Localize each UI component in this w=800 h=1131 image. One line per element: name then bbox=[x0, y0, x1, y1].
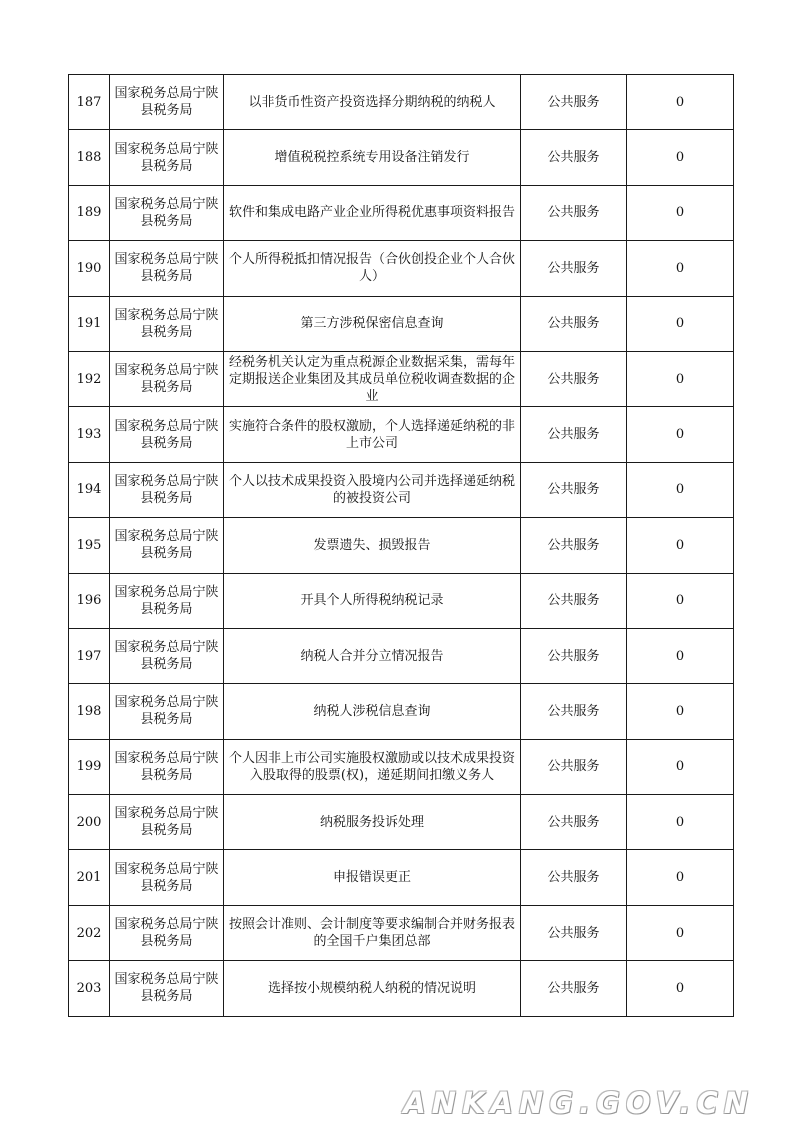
count-cell: 0 bbox=[627, 241, 734, 296]
row-number-cell: 201 bbox=[69, 850, 110, 905]
service-item-cell: 按照会计准则、会计制度等要求编制合并财务报表的全国千户集团总部 bbox=[224, 905, 521, 960]
table-row bbox=[69, 795, 734, 850]
service-item-cell: 软件和集成电路产业企业所得税优惠事项资料报告 bbox=[224, 185, 521, 240]
count-cell: 0 bbox=[627, 573, 734, 628]
table-row bbox=[69, 75, 734, 130]
count-cell: 0 bbox=[627, 518, 734, 573]
row-number-cell: 192 bbox=[69, 351, 110, 406]
service-item-cell: 个人所得税抵扣情况报告（合伙创投企业个人合伙人） bbox=[224, 241, 521, 296]
count-cell: 0 bbox=[627, 351, 734, 406]
agency-cell: 国家税务总局宁陕县税务局 bbox=[110, 795, 224, 850]
service-item-cell: 实施符合条件的股权激励，个人选择递延纳税的非上市公司 bbox=[224, 407, 521, 462]
service-item-cell: 纳税服务投诉处理 bbox=[224, 795, 521, 850]
agency-cell: 国家税务总局宁陕县税务局 bbox=[110, 130, 224, 185]
service-item-cell: 发票遗失、损毁报告 bbox=[224, 518, 521, 573]
row-number-cell: 202 bbox=[69, 905, 110, 960]
service-type-cell: 公共服务 bbox=[521, 185, 627, 240]
table-row bbox=[69, 961, 734, 1016]
row-number-cell: 189 bbox=[69, 185, 110, 240]
row-number-cell: 197 bbox=[69, 628, 110, 683]
count-cell: 0 bbox=[627, 185, 734, 240]
service-type-cell: 公共服务 bbox=[521, 407, 627, 462]
agency-cell: 国家税务总局宁陕县税务局 bbox=[110, 351, 224, 406]
table-row bbox=[69, 185, 734, 240]
service-items-table bbox=[68, 74, 734, 1017]
agency-cell: 国家税务总局宁陕县税务局 bbox=[110, 739, 224, 794]
table-row bbox=[69, 684, 734, 739]
count-cell: 0 bbox=[627, 407, 734, 462]
row-number-cell: 196 bbox=[69, 573, 110, 628]
service-item-cell: 第三方涉税保密信息查询 bbox=[224, 296, 521, 351]
table-row bbox=[69, 296, 734, 351]
table-row bbox=[69, 518, 734, 573]
count-cell: 0 bbox=[627, 462, 734, 517]
agency-cell: 国家税务总局宁陕县税务局 bbox=[110, 407, 224, 462]
service-item-cell: 纳税人合并分立情况报告 bbox=[224, 628, 521, 683]
table-body bbox=[69, 75, 734, 1017]
service-item-cell: 申报错误更正 bbox=[224, 850, 521, 905]
agency-cell: 国家税务总局宁陕县税务局 bbox=[110, 850, 224, 905]
service-type-cell: 公共服务 bbox=[521, 850, 627, 905]
agency-cell: 国家税务总局宁陕县税务局 bbox=[110, 296, 224, 351]
service-item-cell: 纳税人涉税信息查询 bbox=[224, 684, 521, 739]
service-type-cell: 公共服务 bbox=[521, 573, 627, 628]
row-number-cell: 187 bbox=[69, 75, 110, 130]
service-type-cell: 公共服务 bbox=[521, 961, 627, 1016]
table-row bbox=[69, 407, 734, 462]
count-cell: 0 bbox=[627, 296, 734, 351]
table-row bbox=[69, 573, 734, 628]
service-type-cell: 公共服务 bbox=[521, 296, 627, 351]
service-type-cell: 公共服务 bbox=[521, 75, 627, 130]
agency-cell: 国家税务总局宁陕县税务局 bbox=[110, 75, 224, 130]
agency-cell: 国家税务总局宁陕县税务局 bbox=[110, 961, 224, 1016]
table-row bbox=[69, 739, 734, 794]
count-cell: 0 bbox=[627, 739, 734, 794]
agency-cell: 国家税务总局宁陕县税务局 bbox=[110, 241, 224, 296]
service-type-cell: 公共服务 bbox=[521, 628, 627, 683]
count-cell: 0 bbox=[627, 75, 734, 130]
row-number-cell: 191 bbox=[69, 296, 110, 351]
table-row bbox=[69, 351, 734, 406]
table-row bbox=[69, 130, 734, 185]
agency-cell: 国家税务总局宁陕县税务局 bbox=[110, 905, 224, 960]
row-number-cell: 194 bbox=[69, 462, 110, 517]
service-item-cell: 个人以技术成果投资入股境内公司并选择递延纳税的被投资公司 bbox=[224, 462, 521, 517]
count-cell: 0 bbox=[627, 684, 734, 739]
service-type-cell: 公共服务 bbox=[521, 130, 627, 185]
count-cell: 0 bbox=[627, 905, 734, 960]
agency-cell: 国家税务总局宁陕县税务局 bbox=[110, 684, 224, 739]
table-row bbox=[69, 462, 734, 517]
agency-cell: 国家税务总局宁陕县税务局 bbox=[110, 462, 224, 517]
row-number-cell: 199 bbox=[69, 739, 110, 794]
service-type-cell: 公共服务 bbox=[521, 518, 627, 573]
service-item-cell: 开具个人所得税纳税记录 bbox=[224, 573, 521, 628]
service-type-cell: 公共服务 bbox=[521, 905, 627, 960]
service-type-cell: 公共服务 bbox=[521, 739, 627, 794]
row-number-cell: 188 bbox=[69, 130, 110, 185]
service-item-cell: 经税务机关认定为重点税源企业数据采集，需每年定期报送企业集团及其成员单位税收调查数据的企业 bbox=[224, 351, 521, 406]
row-number-cell: 193 bbox=[69, 407, 110, 462]
count-cell: 0 bbox=[627, 795, 734, 850]
agency-cell: 国家税务总局宁陕县税务局 bbox=[110, 573, 224, 628]
row-number-cell: 200 bbox=[69, 795, 110, 850]
service-type-cell: 公共服务 bbox=[521, 795, 627, 850]
agency-cell: 国家税务总局宁陕县税务局 bbox=[110, 518, 224, 573]
row-number-cell: 203 bbox=[69, 961, 110, 1016]
table-row bbox=[69, 905, 734, 960]
table-row bbox=[69, 241, 734, 296]
row-number-cell: 190 bbox=[69, 241, 110, 296]
service-type-cell: 公共服务 bbox=[521, 241, 627, 296]
count-cell: 0 bbox=[627, 850, 734, 905]
service-item-cell: 以非货币性资产投资选择分期纳税的纳税人 bbox=[224, 75, 521, 130]
count-cell: 0 bbox=[627, 961, 734, 1016]
service-type-cell: 公共服务 bbox=[521, 351, 627, 406]
table-row bbox=[69, 628, 734, 683]
agency-cell: 国家税务总局宁陕县税务局 bbox=[110, 628, 224, 683]
agency-cell: 国家税务总局宁陕县税务局 bbox=[110, 185, 224, 240]
table-row bbox=[69, 850, 734, 905]
row-number-cell: 195 bbox=[69, 518, 110, 573]
service-type-cell: 公共服务 bbox=[521, 462, 627, 517]
site-watermark: ANKANG.GOV.CN bbox=[403, 1086, 754, 1120]
service-item-cell: 个人因非上市公司实施股权激励或以技术成果投资入股取得的股票(权)，递延期间扣缴义务人 bbox=[224, 739, 521, 794]
service-item-cell: 增值税税控系统专用设备注销发行 bbox=[224, 130, 521, 185]
count-cell: 0 bbox=[627, 130, 734, 185]
row-number-cell: 198 bbox=[69, 684, 110, 739]
service-item-cell: 选择按小规模纳税人纳税的情况说明 bbox=[224, 961, 521, 1016]
count-cell: 0 bbox=[627, 628, 734, 683]
service-type-cell: 公共服务 bbox=[521, 684, 627, 739]
